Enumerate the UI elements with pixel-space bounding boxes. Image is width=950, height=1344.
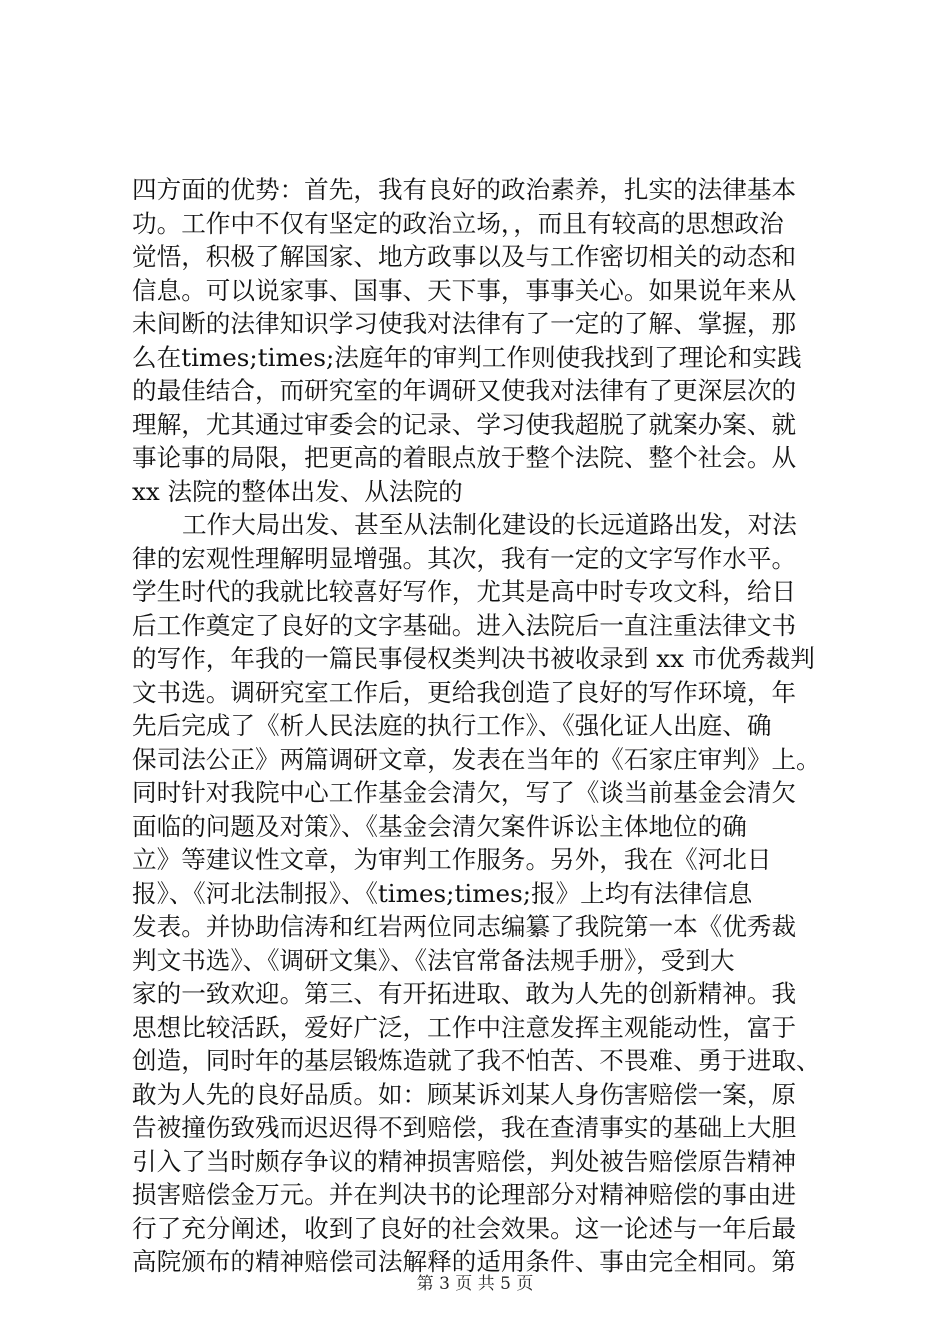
text-line: 敢为人先的良好品质。如：顾某诉刘某人身伤害赔偿一案，原: [132, 1079, 797, 1109]
text-line: 学生时代的我就比较喜好写作，尤其是高中时专攻文科，给日: [132, 577, 797, 606]
text-line: 报》、《河北法制报》、《times;times;报》上均有法律信息: [132, 878, 753, 908]
paragraph: [132, 508, 832, 1279]
document-body: [132, 173, 832, 1279]
text-line: 的最佳结合，而研究室的年调研又使我对法律有了更深层次的: [132, 376, 797, 405]
text-line: 后工作奠定了良好的文字基础。进入法院后一直注重法律文书: [132, 610, 797, 640]
text-line: 觉悟，积极了解国家、地方政事以及与工作密切相关的动态和: [132, 242, 797, 271]
text-line: 保司法公正》两篇调研文章，发表在当年的《石家庄审判》上。: [132, 744, 821, 774]
text-line: 的写作，年我的一篇民事侵权类判决书被收录到 xx 市优秀裁判: [132, 644, 815, 673]
text-line: 思想比较活跃，爱好广泛，工作中注意发挥主观能动性，富于: [132, 1012, 797, 1042]
text-line: 引入了当时颇存争议的精神损害赔偿，判处被告赔偿原告精神: [132, 1146, 797, 1176]
text-line: 先后完成了《析人民法庭的执行工作》、《强化证人出庭、确: [132, 711, 772, 740]
text-line: xx 法院的整体出发、从法院的: [132, 476, 463, 506]
text-line: 理解，尤其通过审委会的记录、学习使我超脱了就案办案、就: [132, 409, 797, 439]
text-line: 文书选。调研究室工作后，更给我创造了良好的写作环境，年: [132, 677, 797, 707]
text-line: 四方面的优势：首先，我有良好的政治素养，扎实的法律基本: [132, 175, 797, 204]
text-line: 工作大局出发、甚至从法制化建设的长远道路出发，对法: [182, 510, 797, 539]
text-line: 损害赔偿金万元。并在判决书的论理部分对精神赔偿的事由进: [132, 1180, 797, 1209]
text-line: 律的宏观性理解明显增强。其次，我有一定的文字写作水平。: [132, 543, 797, 573]
text-line: 功。工作中不仅有坚定的政治立场，，而且有较高的思想政治: [132, 208, 784, 238]
paragraph: [132, 173, 832, 508]
text-line: 么在times;times;法庭年的审判工作则使我找到了理论和实践: [132, 342, 802, 372]
text-line: 立》等建议性文章，为审判工作服务。另外，我在《河北日: [132, 845, 772, 874]
page-footer: 第 3 页 共 5 页: [416, 1274, 534, 1294]
text-line: 家的一致欢迎。第三、有开拓进取、敢为人先的创新精神。我: [132, 979, 797, 1008]
text-line: 判文书选》、《调研文集》、《法官常备法规手册》，受到大: [132, 945, 735, 975]
text-line: 未间断的法律知识学习使我对法律有了一定的了解、掌握，那: [132, 309, 797, 338]
text-line: 创造，同时年的基层锻炼造就了我不怕苦、不畏难、勇于进取、: [132, 1046, 821, 1075]
text-line: 发表。并协助信涛和红岩两位同志编纂了我院第一本《优秀裁: [132, 912, 797, 941]
text-line: 事论事的局限，把更高的着眼点放于整个法院、整个社会。从: [132, 443, 797, 472]
text-line: 行了充分阐述，收到了良好的社会效果。这一论述与一年后最: [132, 1213, 797, 1243]
text-line: 面临的问题及对策》、《基金会清欠案件诉讼主体地位的确: [132, 811, 747, 841]
text-line: 信息。可以说家事、国事、天下事，事事关心。如果说年来从: [132, 275, 797, 305]
text-line: 告被撞伤致残而迟迟得不到赔偿，我在查清事实的基础上大胆: [132, 1113, 797, 1142]
text-line: 同时针对我院中心工作基金会清欠，写了《谈当前基金会清欠: [132, 778, 797, 807]
text-line: 高院颁布的精神赔偿司法解释的适用条件、事由完全相同。第: [132, 1247, 797, 1276]
